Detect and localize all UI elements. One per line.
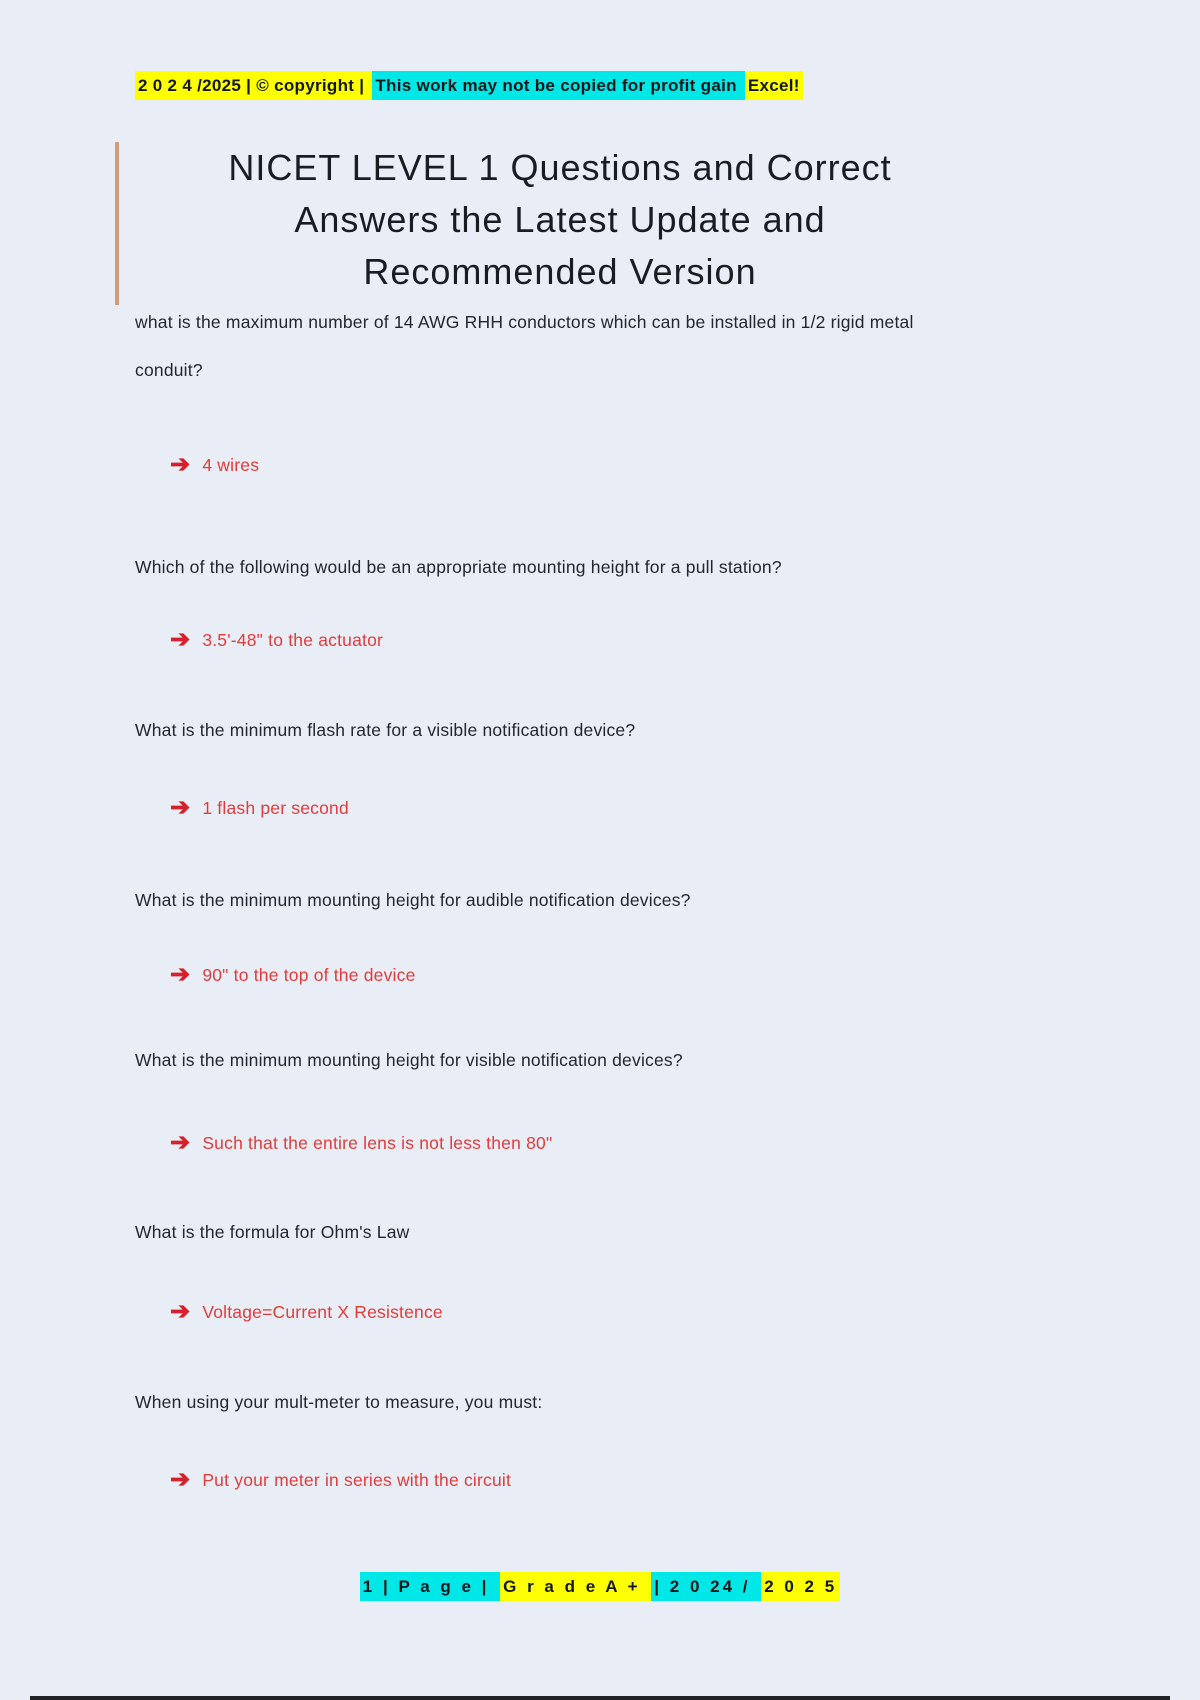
answer-text: 1 flash per second	[202, 798, 349, 818]
title-accent-bar	[115, 142, 119, 305]
question-text: what is the maximum number of 14 AWG RHH conductors which can be installed in 1/2 rigid metal conduit?	[135, 312, 914, 380]
answer-arrow-icon: ➔	[170, 794, 191, 821]
question-text: When using your mult-meter to measure, you must:	[135, 1392, 543, 1412]
header-excel-text: Excel!	[747, 76, 800, 95]
header-year-text: 2 0 2 4 /2025 | ©	[138, 76, 275, 95]
answer-text: Put your meter in series with the circuit	[202, 1470, 512, 1490]
answer-text: Such that the entire lens is not less then 80"	[202, 1133, 553, 1153]
question-text: What is the minimum mounting height for audible notification devices?	[135, 890, 691, 910]
answer-arrow-icon: ➔	[170, 1129, 191, 1156]
page-title-text: NICET LEVEL 1 Questions and Correct Answers the Latest Update and Recommended Version	[228, 147, 892, 292]
answer-text: 3.5'-48" to the actuator	[202, 630, 384, 650]
header-excel-highlight	[745, 71, 803, 100]
question-text: What is the minimum flash rate for a visible notification device?	[135, 720, 636, 740]
page-footer	[0, 1577, 1200, 1597]
question-text: What is the formula for Ohm's Law	[135, 1222, 410, 1242]
answer-arrow-icon: ➔	[170, 1298, 191, 1325]
answer-row	[170, 1467, 970, 1493]
footer-page-number: 1 | P a g e |	[360, 1572, 500, 1601]
answer-text: 4 wires	[202, 455, 260, 475]
copyright-header	[135, 76, 803, 96]
header-year-highlight	[135, 71, 372, 100]
next-page-edge-divider	[30, 1696, 1170, 1700]
answer-row	[170, 627, 970, 653]
answer-arrow-icon: ➔	[170, 1466, 191, 1493]
answer-row	[170, 1299, 970, 1325]
header-separator: |	[354, 76, 370, 95]
answer-row	[170, 1130, 970, 1156]
header-notice-highlight	[372, 71, 744, 100]
answer-row	[170, 962, 970, 988]
question-text: What is the minimum mounting height for visible notification devices?	[135, 1050, 683, 1070]
footer-year-right: 2 0 2 5	[761, 1572, 840, 1601]
answer-text: 90" to the top of the device	[202, 965, 416, 985]
footer-grade-badge: G r a d e A +	[500, 1572, 651, 1601]
answer-arrow-icon: ➔	[170, 451, 191, 478]
answer-arrow-icon: ➔	[170, 961, 191, 988]
footer-year-left: | 2 0 24 /	[651, 1572, 761, 1601]
answer-text: Voltage=Current X Resistence	[202, 1302, 443, 1322]
answer-arrow-icon: ➔	[170, 626, 191, 653]
page-title	[165, 142, 955, 298]
answer-row	[170, 452, 970, 478]
header-notice-text: This work may not be copied for profit gain	[375, 76, 742, 95]
question-text: Which of the following would be an appropriate mounting height for a pull station?	[135, 557, 782, 577]
header-copyright-word: copyright	[274, 76, 355, 95]
answer-row	[170, 795, 970, 821]
